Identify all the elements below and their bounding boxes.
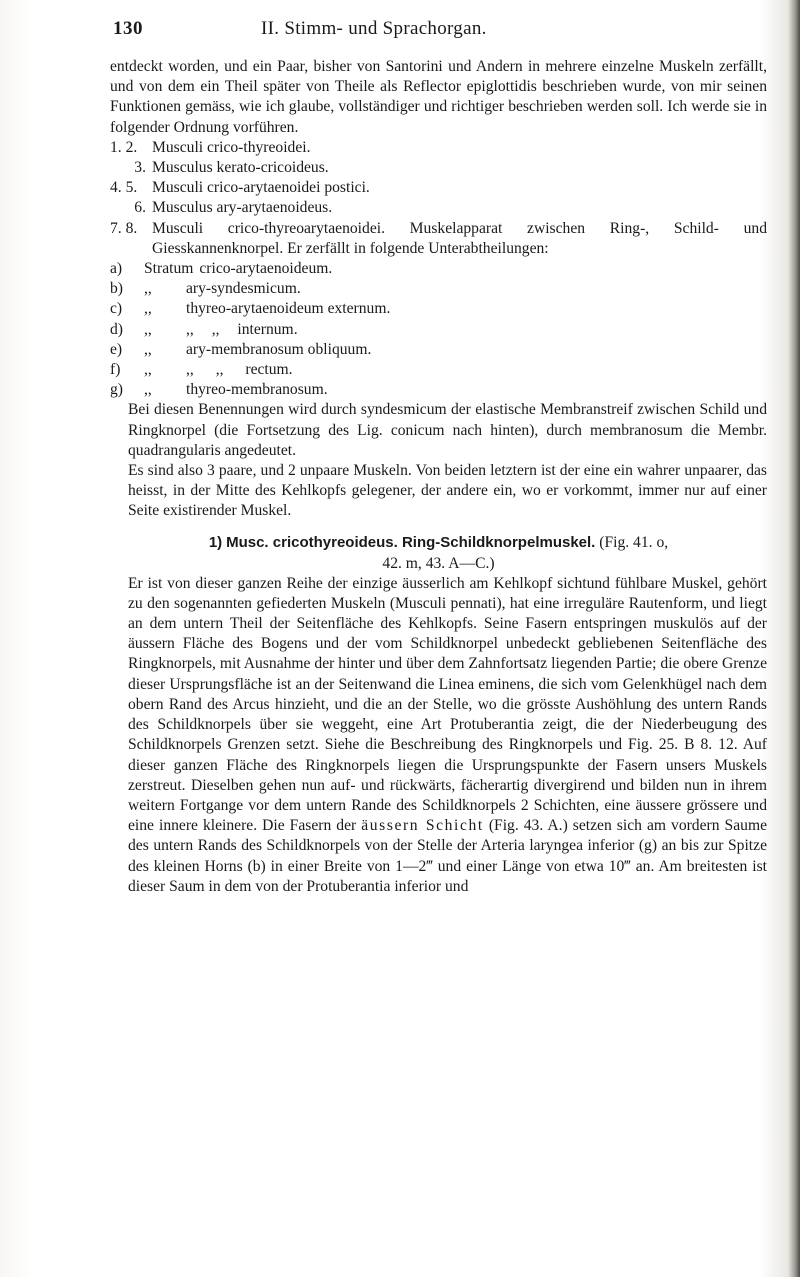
stratum-letter: a): [110, 260, 123, 278]
stratum-text: thyreo-membranosum.: [186, 381, 328, 399]
stratum-text: ary-syndesmicum.: [186, 280, 301, 298]
intro-paragraph: entdeckt worden, und ein Paar, bisher von Santorini und Andern in mehrere einzelne Muskeln zerfällt, und von dem ein Theil später von Theile als Reflector epiglottidis beschrieben wurde, von mir seinen Funktionen gemäss, wie ich glaube, vollständiger und richtiger beschrieben werden soll. Ich werde sie in folgender Ordnung vorführen.: [110, 58, 767, 136]
stratum-letter: c): [110, 300, 123, 318]
section-number: 1): [208, 533, 223, 551]
stratum-prefix: Stratum: [144, 260, 194, 278]
benennungen-paragraph: Bei diesen Benennungen wird durch syndesmicum der elastische Membranstreif zwischen Schild und Ringknorpel (die Fortsetzung des Lig. conicum nach hinten), durch membranosum die Membr. quadrangularis angedeutet.: [128, 401, 767, 459]
stratum-prefix: ,,: [144, 340, 152, 358]
list-label: Musculi crico-thyreoarytaenoidei. Muskelapparat zwischen Ring-, Schild- und Giesskannenknorpel. Er zerfällt in folgende Unterabtheilungen:: [152, 219, 767, 257]
stratum-letter: b): [110, 280, 123, 298]
strata-list: [110, 259, 767, 400]
stratum-letter: g): [110, 381, 123, 399]
list-item: [110, 219, 767, 259]
list-label: Musculus kerato-cricoideus.: [152, 159, 329, 177]
list-item: [110, 360, 767, 380]
stratum-prefix: ,,: [144, 361, 152, 379]
list-label: Musculus ary-arytaenoideus.: [152, 199, 333, 217]
stratum-text: ,, ,, internum.: [186, 320, 298, 338]
body-text: [110, 57, 767, 897]
list-item: [110, 279, 767, 299]
page-number: 130: [113, 18, 143, 39]
list-label: Musculi crico-thyreoidei.: [152, 138, 311, 156]
list-item: [110, 138, 767, 158]
stratum-text: crico-arytaenoideum.: [199, 260, 333, 278]
list-item: [110, 299, 767, 319]
list-item: [110, 178, 767, 198]
stratum-prefix: ,,: [144, 320, 152, 338]
list-label: Musculi crico-arytaenoidei postici.: [152, 179, 370, 197]
list-number: 4. 5.: [110, 179, 138, 197]
list-item: [110, 158, 767, 178]
figure-reference-line: [110, 553, 767, 574]
page-edge: [788, 0, 800, 1277]
section-heading: [110, 532, 767, 553]
stratum-prefix: ,,: [144, 381, 152, 399]
stratum-letter: d): [110, 320, 123, 338]
spacer: [110, 522, 767, 532]
page-header: [113, 18, 760, 44]
list-item: [110, 259, 767, 279]
emphasis-text: äussern Schicht: [361, 817, 484, 835]
list-item: [110, 380, 767, 400]
running-head: II. Stimm- und Sprachorgan.: [261, 18, 487, 39]
list-number: 7. 8.: [110, 219, 138, 237]
stratum-prefix: ,,: [144, 300, 152, 318]
stratum-letter: e): [110, 340, 123, 358]
main-text-continued: (Fig. 43. A.) setzen sich am vordern Saume des untern Rands des Schildknorpels von der Stelle der Arteria laryngea inferior (g) an bis zur Spitze des kleinen Horns (b) in einer Breite von 1—2‴ und einer Länge von etwa 10‴ an. Am breitesten ist dieser Saum in dem von der Protuberantia inferior und: [128, 817, 767, 895]
list-item: [110, 320, 767, 340]
stratum-text: ary-membranosum obliquum.: [186, 340, 372, 358]
figure-reference: (Fig. 41. o,: [599, 533, 669, 551]
stratum-letter: f): [110, 361, 121, 379]
list-number: 3.: [134, 159, 146, 177]
stratum-text: thyreo-arytaenoideum externum.: [186, 300, 391, 318]
stratum-text: ,, ,, rectum.: [186, 361, 293, 379]
list-item: [110, 340, 767, 360]
figure-reference: 42. m, 43. A—C.): [382, 554, 495, 572]
paare-paragraph: Es sind also 3 paare, und 2 unpaare Muskeln. Von beiden letztern ist der eine ein wahrer unpaarer, das heisst, in der Mitte des Kehlkopfs gelegener, der andere ein, wo er vorkommt, immer nur auf einer Seite existirender Muskel.: [128, 462, 767, 520]
main-paragraph: [110, 574, 767, 897]
list-number: 1. 2.: [110, 138, 138, 156]
list-item: [110, 198, 767, 218]
stratum-prefix: ,,: [144, 280, 152, 298]
list-number: 6.: [134, 199, 146, 217]
section-title: Musc. cricothyreoideus. Ring-Schildknorpelmuskel.: [226, 533, 596, 551]
muscle-list: [110, 138, 767, 259]
main-text: Er ist von dieser ganzen Reihe der einzige äusserlich am Kehlkopf sichtund fühlbare Muskel, gehört zu den sogenannten gefiederten Muskeln (Musculi pennati), hat eine irreguläre Rautenform, und liegt an dem untern Theil der Seitenfläche des Kehlkopfs. Seine Fasern entspringen muskulös auf der äussern Fläche des Bogens und der vom Schildknorpel unbedeckt gebliebenen Seitenfläche des Ringknorpels, mit Ausnahme der hinter und über dem Zahnfortsatz liegenden Partie; die obere Grenze dieser Ursprungsfläche ist an der Seitenwand die Linea eminens, die sich vom Gelenkhügel nach dem obern Rand des Arcus hinzieht, und die an der Stelle, wo die grösste Aushöhlung des untern Rands des Schildknorpels über sie weggeht, eine Art Protuberantia zeigt, die der Niederbeugung des Schildknorpels Grenzen setzt. Siehe die Beschreibung des Ringknorpels und Fig. 25. B 8. 12. Auf dieser ganzen Fläche des Ringknorpels liegen die Ursprungspunkte der Fasern unsers Muskels zerstreut. Dieselben gehen nun auf- und rückwärts, fächerartig divergirend und bilden nun in ihrem weitern Fortgange vor dem untern Rande des Schildknorpels 2 Schichten, eine äussere grössere und eine innere kleinere. Die Fasern der: [128, 574, 767, 835]
